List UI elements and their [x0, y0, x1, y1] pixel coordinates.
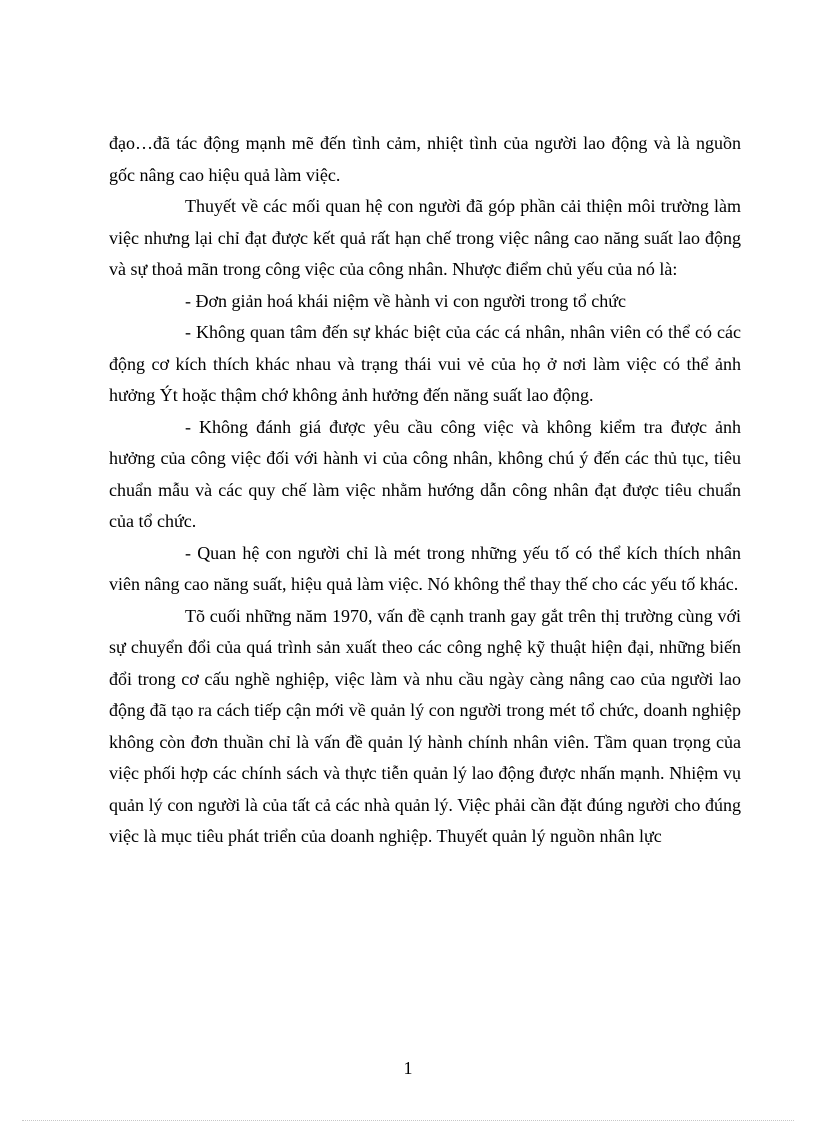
paragraph-1970s: Tõ cuối những năm 1970, vấn đề cạnh tranh gay gắt trên thị trường cùng với sự chuyển đổi của quá trình sản xuất theo các công nghệ kỹ thuật hiện đại, những biến đổi trong cơ cấu nghề nghiệp, việc làm và nhu cầu ngày càng nâng cao của người lao động đã tạo ra cách tiếp cận mới về quản lý con người trong mét tổ chức, doanh nghiệp không còn đơn thuần chỉ là vấn đề quản lý hành chính nhân viên. Tầm quan trọng của việc phối hợp các chính sách và thực tiễn quản lý lao động được nhấn mạnh. Nhiệm vụ quản lý con người là của tất cả các nhà quản lý. Việc phải cần đặt đúng người cho đúng việc là mục tiêu phát triển của doanh nghiệp. Thuyết quản lý nguồn nhân lực: [109, 605, 741, 846]
paragraph-bullet-3: - Không đánh giá được yêu cầu công việc và không kiểm tra được ảnh hưởng của công việc đối với hành vi của công nhân, không chú ý đến các thủ tục, tiêu chuẩn mẫu và các quy chế làm việc nhằm hướng dẫn công nhân đạt được tiêu chuẩn của tổ chức.: [109, 416, 741, 531]
paragraph-theory-summary: Thuyết về các mối quan hệ con người đã góp phần cải thiện môi trường làm việc nhưng lại chỉ đạt được kết quả rất hạn chế trong việc nâng cao năng suất lao động và sự thoả mãn trong công việc của công nhân. Nhược điểm chủ yếu của nó là:: [109, 196, 741, 279]
paragraph-bullet-1: - Đơn giản hoá khái niệm về hành vi con người trong tổ chức: [185, 290, 626, 311]
paragraph-continuation: đạo…đã tác động mạnh mẽ đến tình cảm, nhiệt tình của người lao động và là nguồn gốc nâng cao hiệu quả làm việc.: [109, 133, 741, 185]
paragraph-bullet-2: - Không quan tâm đến sự khác biệt của các cá nhân, nhân viên có thể có các động cơ kích thích khác nhau và trạng thái vui vẻ của họ ở nơi làm việc có thể ảnh hưởng Ýt hoặc thậm chớ không ảnh hưởng đến năng suất lao động.: [109, 322, 741, 405]
page-number: 1: [403, 1058, 413, 1078]
body-text: [109, 128, 741, 853]
paragraph-bullet-4: - Quan hệ con người chỉ là mét trong những yếu tố có thể kích thích nhân viên nâng cao năng suất, hiệu quả làm việc. Nó không thể thay thế cho các yếu tố khác.: [109, 542, 741, 594]
footer-divider: [22, 1120, 794, 1121]
